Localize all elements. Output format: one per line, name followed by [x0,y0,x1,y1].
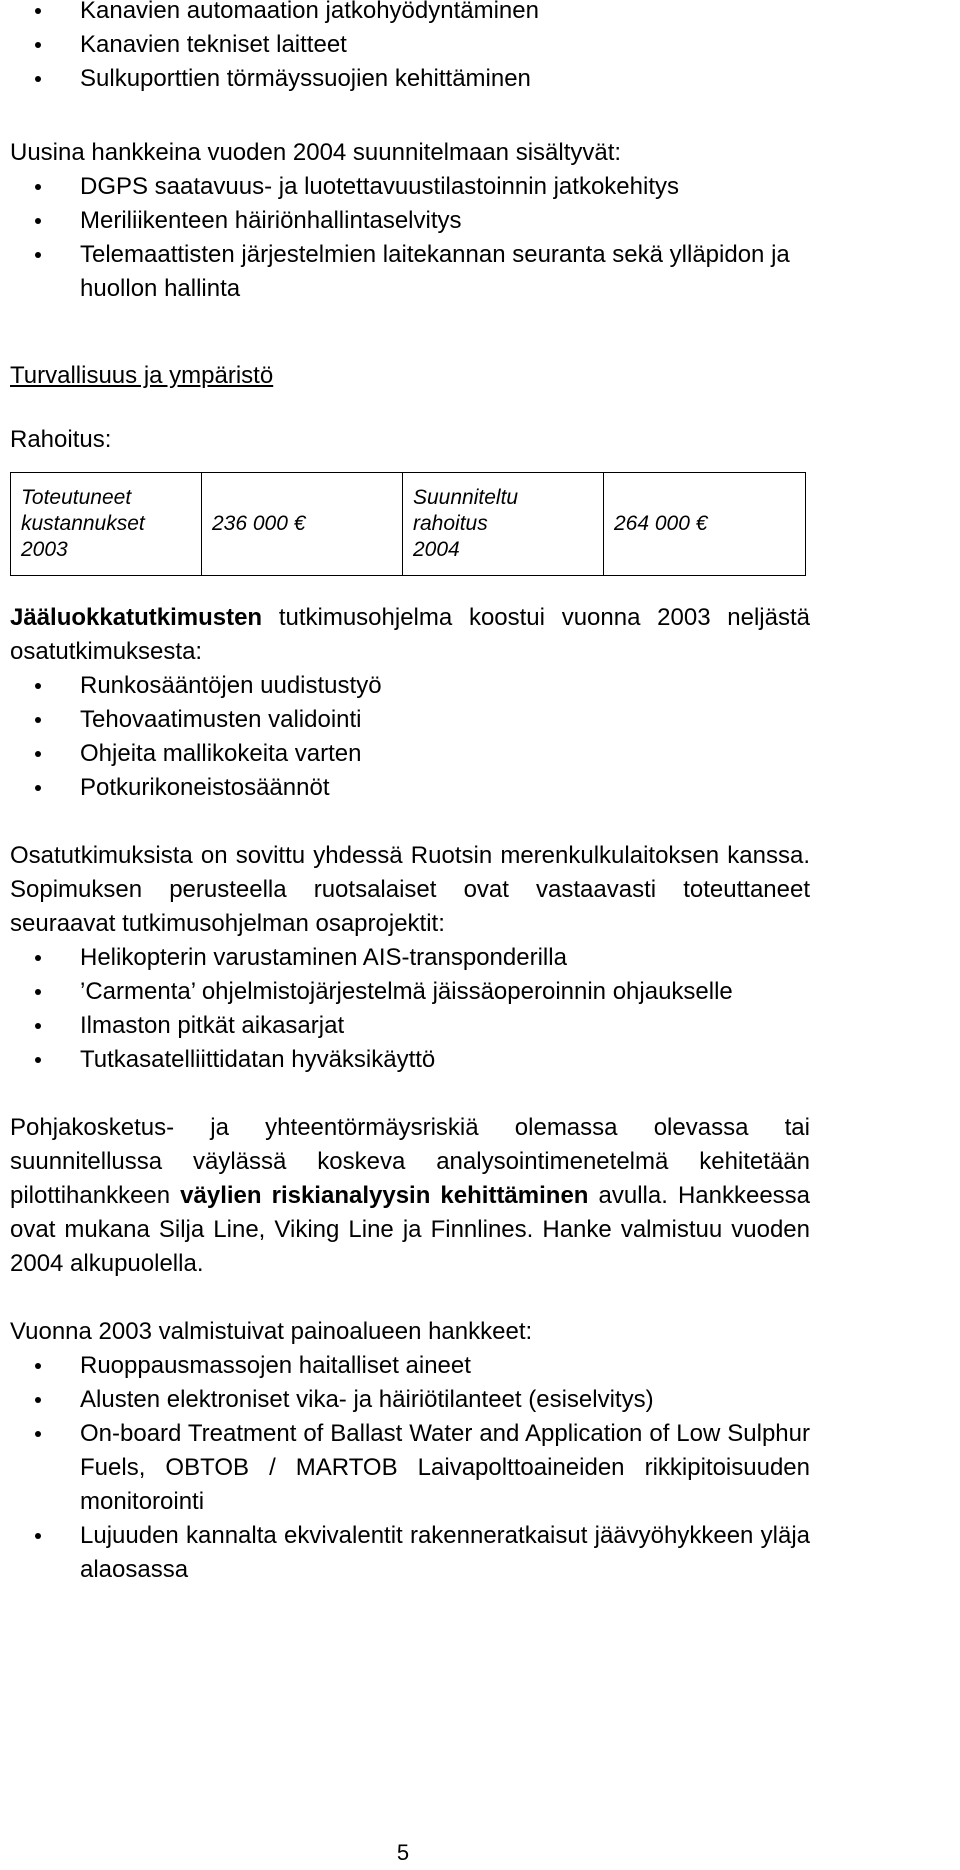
list-item: Ruoppausmassojen haitalliset aineet [10,1349,810,1383]
list-item: ’Carmenta’ ohjelmistojärjestelmä jäissäoperoinnin ohjaukselle [10,975,810,1009]
list-item: DGPS saatavuus- ja luotettavuustilastoinnin jatkokehitys [10,170,810,204]
list-item: On-board Treatment of Ballast Water and Application of Low Sulphur Fuels, OBTOB / MARTOB Laivapolttoaineiden rikkipitoisuuden monitorointi [10,1417,810,1519]
new-projects-intro: Uusina hankkeina vuoden 2004 suunnitelmaan sisältyvät: [10,139,622,166]
planned-funding-value: 264 000 € [604,473,806,576]
document-page [10,0,810,1587]
planned-funding-label: Suunniteltu rahoitus 2004 [403,473,604,576]
actual-costs-label: Toteutuneet kustannukset 2003 [11,473,202,576]
list-item: Telemaattisten järjestelmien laitekannan seuranta sekä ylläpidon ja huollon hallinta [10,238,810,306]
actual-costs-value: 236 000 € [202,473,403,576]
bullet-list-completed [10,1349,810,1587]
ice-research-paragraph: Jääluokkatutkimusten tutkimusohjelma koostui vuonna 2003 neljästä osatutkimuksesta: [10,604,810,665]
list-item: Tutkasatelliittidatan hyväksikäyttö [10,1043,810,1077]
bullet-list-ice-research [10,669,810,805]
list-item: Helikopterin varustaminen AIS-transponderilla [10,941,810,975]
bullet-list-new-projects [10,170,810,306]
list-item: Sulkuporttien törmäyssuojien kehittäminen [10,62,810,96]
table-row [11,473,806,576]
list-item: Runkosääntöjen uudistustyö [10,669,810,703]
bullet-list-canal [10,0,810,96]
list-item: Ilmaston pitkät aikasarjat [10,1009,810,1043]
section-heading: Turvallisuus ja ympäristö [10,362,274,389]
bullet-list-swedish-projects [10,941,810,1077]
sweden-paragraph: Osatutkimuksista on sovittu yhdessä Ruotsin merenkulkulaitoksen kanssa. Sopimuksen perusteella ruotsalaiset ovat vastaavasti toteuttaneet seuraavat tutkimusohjelman osaprojektit: [10,842,810,937]
list-item: Kanavien tekniset laitteet [10,28,810,62]
list-item: Tehovaatimusten validointi [10,703,810,737]
completed-intro: Vuonna 2003 valmistuivat painoalueen hankkeet: [10,1318,533,1345]
risk-analysis-paragraph: Pohjakosketus- ja yhteentörmäysriskiä olemassa olevassa tai suunnitellussa väylässä koskeva analysointimenetelmä kehitetään pilottihankkeen väylien riskianalyysin kehittäminen avulla. Hankkeessa ovat mukana Silja Line, Viking Line ja Finnlines. Hanke valmistuu vuoden 2004 alkupuolella. [10,1114,811,1277]
funding-label: Rahoitus: [10,426,112,453]
list-item: Kanavien automaation jatkohyödyntäminen [10,0,810,28]
list-item: Lujuuden kannalta ekvivalentit rakenneratkaisut jäävyöhykkeen yläja alaosassa [10,1519,810,1587]
funding-table [10,472,806,576]
page-number: 5 [396,1840,410,1865]
list-item: Potkurikoneistosäännöt [10,771,810,805]
list-item: Meriliikenteen häiriönhallintaselvitys [10,204,810,238]
list-item: Alusten elektroniset vika- ja häiriötilanteet (esiselvitys) [10,1383,810,1417]
list-item: Ohjeita mallikokeita varten [10,737,810,771]
